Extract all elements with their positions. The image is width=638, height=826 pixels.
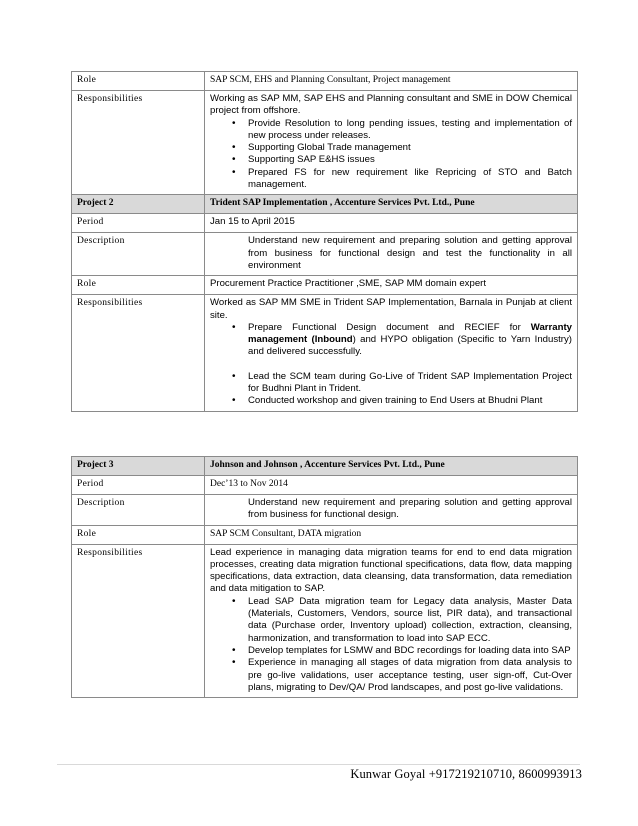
list-item: • Supporting Global Trade management (248, 142, 572, 154)
period-value: Jan 15 to April 2015 (205, 214, 578, 233)
period-label: Period (72, 214, 205, 233)
role-label: Role (72, 525, 205, 544)
period-label: Period (72, 476, 205, 495)
responsibilities-intro: Working as SAP MM, SAP EHS and Planning consultant and SME in DOW Chemical project from offshore. (210, 93, 572, 117)
description-value (205, 495, 578, 526)
footer-contact: Kunwar Goyal +917219210710, 8600993913 (350, 767, 582, 781)
role-value: SAP SCM, EHS and Planning Consultant, Project management (205, 72, 578, 91)
project2-responsibilities-row (72, 295, 578, 411)
description-text: Understand new requirement and preparing solution and getting approval from business for functional design. (248, 497, 572, 521)
description-text: Understand new requirement and preparing solution and getting approval from business for functional design and test the functionality in all environment (248, 235, 572, 271)
list-item: • Prepared FS for new requirement like Repricing of STO and Batch management. (248, 167, 572, 192)
project2-header-row (72, 195, 578, 214)
description-label: Description (72, 495, 205, 526)
role-value: Procurement Practice Practitioner ,SME, SAP MM domain expert (205, 276, 578, 295)
role-label: Role (72, 276, 205, 295)
list-item: • Lead SAP Data migration team for Legacy data analysis, Master Data (Materials, Customers, Vendors, source list, PIR data), and transactional data (Purchase order, Inventory upload) collection, extraction, cleansing, harmonization, and transformation to load into SAP ECC. (248, 596, 572, 645)
responsibilities-intro: Worked as SAP MM SME in Trident SAP Implementation, Barnala in Punjab at client site. (210, 297, 572, 321)
project3-responsibilities-row (72, 544, 578, 698)
project3-label: Project 3 (72, 457, 205, 476)
project2-label: Project 2 (72, 195, 205, 214)
footer-divider (57, 764, 580, 765)
list-item: • Develop templates for LSMW and BDC recordings for loading data into SAP (248, 645, 572, 657)
list-item: • Provide Resolution to long pending issues, testing and implementation of new process under releases. (248, 118, 572, 143)
responsibilities-list (210, 322, 572, 359)
responsibilities-list (210, 371, 572, 408)
list-item: • Experience in managing all stages of data migration from data analysis to pre go-live validations, user acceptance testing, user sign-off, Cut-Over plans, migrating to Dev/QA/ Prod landscapes, and post go-live validations. (248, 657, 572, 694)
project3-description-row (72, 495, 578, 526)
bullet-text: Prepare Functional Design document and RECIEF for (248, 321, 531, 333)
project1-responsibilities-row (72, 91, 578, 195)
project2-period-row (72, 214, 578, 233)
period-value: Dec’13 to Nov 2014 (205, 476, 578, 495)
responsibilities-value (205, 91, 578, 195)
project2-description-row (72, 233, 578, 276)
list-item: • Conducted workshop and given training to End Users at Bhudni Plant (248, 395, 572, 407)
responsibilities-list (210, 596, 572, 694)
role-value: SAP SCM Consultant, DATA migration (205, 525, 578, 544)
experience-table-2 (71, 456, 578, 698)
responsibilities-list (210, 118, 572, 192)
list-item: • Supporting SAP E&HS issues (248, 154, 572, 166)
project3-title: Johnson and Johnson , Accenture Services Pvt. Ltd., Pune (205, 457, 578, 476)
responsibilities-label: Responsibilities (72, 295, 205, 411)
responsibilities-value (205, 295, 578, 411)
project3-role-row (72, 525, 578, 544)
bullet-text: ) and HYPO obligation (Specific to Yarn Industry) and delivered successfully. (248, 334, 572, 358)
project3-period-row (72, 476, 578, 495)
role-label: Role (72, 72, 205, 91)
description-label: Description (72, 233, 205, 276)
responsibilities-label: Responsibilities (72, 91, 205, 195)
list-item: • Lead the SCM team during Go-Live of Trident SAP Implementation Project for Budhni Plant in Trident. (248, 371, 572, 396)
project2-role-row (72, 276, 578, 295)
description-value (205, 233, 578, 276)
project1-role-row (72, 72, 578, 91)
responsibilities-value (205, 544, 578, 698)
responsibilities-intro: Lead experience in managing data migration teams for end to end data migration processes, creating data migration functional specifications, data flow, data mapping specifications, data extraction, data cleansing, data transformation, data remediation and data mitigation to SAP. (210, 546, 572, 595)
bullet-bold-text: Warranty management (Inbound (248, 321, 572, 346)
project2-title: Trident SAP Implementation , Accenture Services Pvt. Ltd., Pune (205, 195, 578, 214)
responsibilities-label: Responsibilities (72, 544, 205, 698)
list-item (248, 322, 572, 359)
experience-table-1 (71, 71, 578, 412)
project3-header-row (72, 457, 578, 476)
